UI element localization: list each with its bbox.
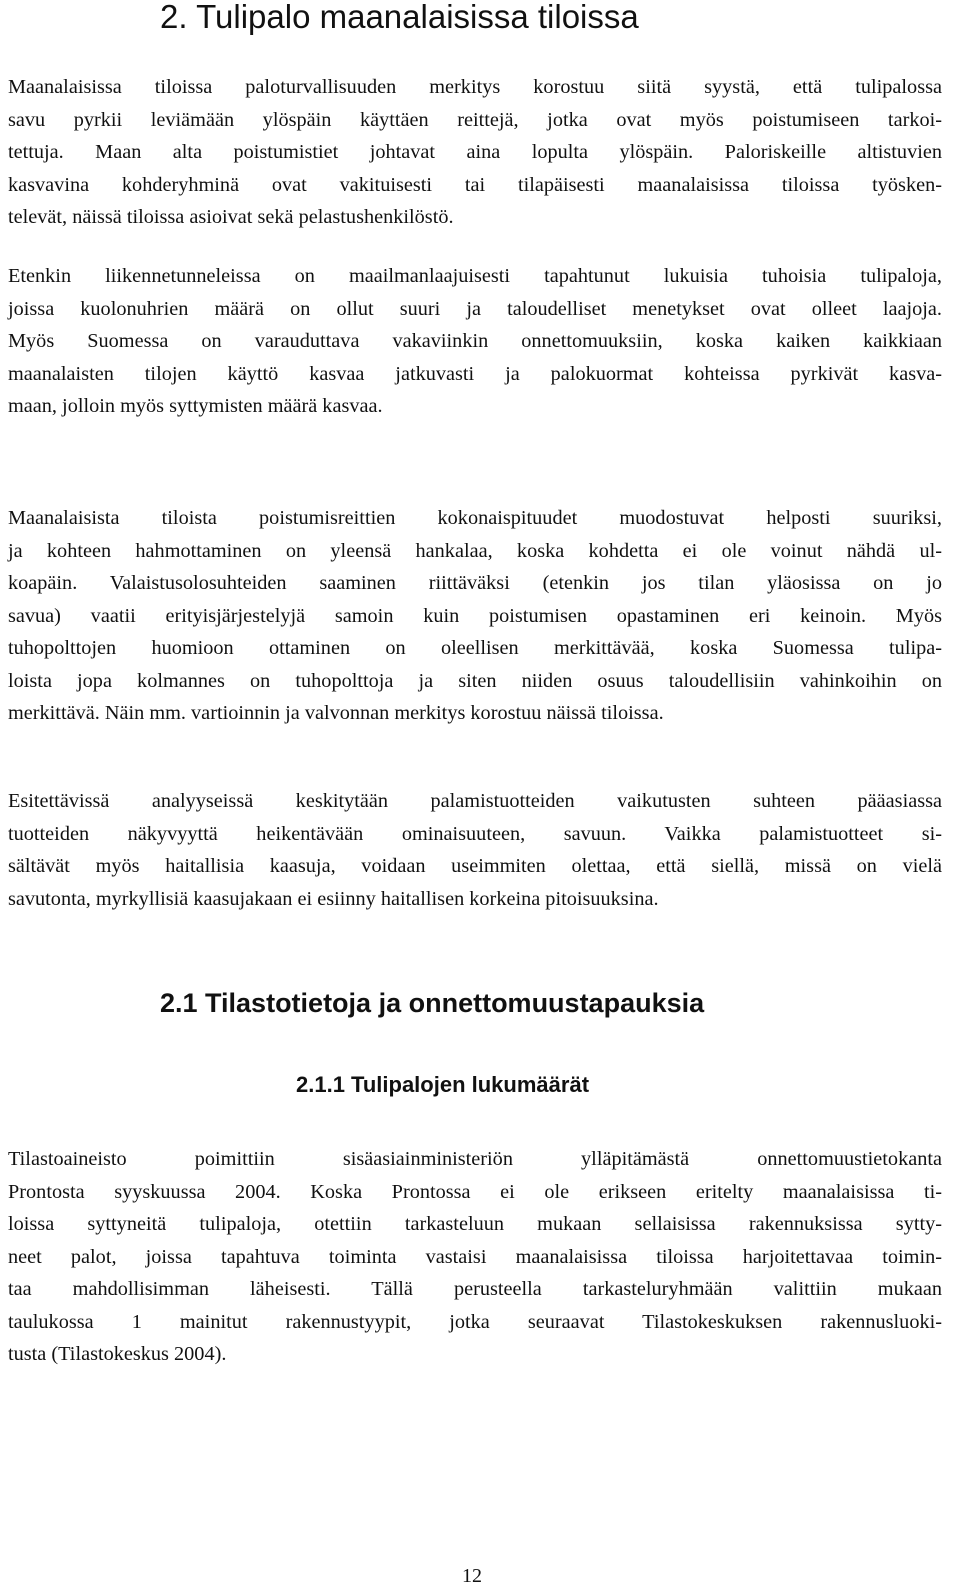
paragraph-line: Prontosta syyskuussa 2004. Koska Prontossa ei ole erikseen eritelty maanalaisissa ti- [8,1180,942,1203]
paragraph-line: maanalaisten tilojen käyttö kasvaa jatkuvasti ja palokuormat kohteissa pyrkivät kasva- [8,362,942,385]
page-number: 12 [462,1565,482,1587]
paragraph-line: loissa syttyneitä tulipaloja, otettiin tarkasteluun mukaan sellaisissa rakennuksissa sytty- [8,1213,942,1235]
paragraph-line: Esitettävissä analyyseissä keskitytään palamistuotteiden vaikutusten suhteen pääasiassa [8,790,942,812]
paragraph-line: ja kohteen hahmottaminen on yleensä hankalaa, koska kohdetta ei ole voinut nähdä ul- [8,539,942,562]
paragraph-line: savutonta, myrkyllisiä kaasujakaan ei esiinny haitallisen korkeina pitoisuuksina. [8,887,659,910]
paragraph-line: tusta (Tilastokeskus 2004). [8,1343,227,1365]
paragraph-line: savua) vaatii erityisjärjestelyjä samoin kuin poistumisen opastaminen eri keinoin. Myös [8,604,942,627]
paragraph-line: taulukossa 1 mainitut rakennustyypit, jotka seuraavat Tilastokeskuksen rakennusluoki- [8,1310,942,1333]
paragraph-line: televät, näissä tiloissa asioivat sekä pelastushenkilöstö. [8,206,454,228]
subsubsection-heading: 2.1.1 Tulipalojen lukumäärät [296,1072,590,1097]
paragraph-4 [8,785,942,915]
paragraph-3 [8,502,942,730]
paragraph-line: taa mahdollisimman läheisesti. Tällä perusteella tarkasteluryhmään valittiin mukaan [8,1278,942,1300]
paragraph-line: tuhopolttojen huomioon ottaminen on oleellisen merkittävää, koska Suomessa tulipa- [8,637,942,659]
paragraph-line: kasvavina kohderyhminä ovat vakituisesti tai tilapäisesti maanalaisissa tiloissa työsken- [8,173,942,196]
paragraph-2 [8,260,942,423]
subsection-heading: 2.1 Tilastotietoja ja onnettomuustapauksia [160,988,705,1018]
paragraph-line: Tilastoaineisto poimittiin sisäasiainministeriön ylläpitämästä onnettomuustietokanta [8,1148,942,1170]
paragraph-line: loista jopa kolmannes on tuhopolttoja ja siten niiden osuus taloudellisiin vahinkoihin on [8,669,942,692]
paragraph-line: Myös Suomessa on varauduttava vakaviinkin onnettomuuksiin, koska kaiken kaikkiaan [8,330,942,352]
paragraph-5 [8,1143,942,1371]
paragraph-line: merkittävä. Näin mm. vartioinnin ja valvonnan merkitys korostuu näissä tiloissa. [8,702,664,724]
paragraph-line: savu pyrkii leviämään ylöspäin käyttäen reittejä, jotka ovat myös poistumiseen tarkoi- [8,108,942,131]
paragraph-line: neet palot, joissa tapahtuva toiminta vastaisi maanalaisissa tiloissa harjoitettavaa toimin- [8,1245,942,1268]
paragraph-line: joissa kuolonuhrien määrä on ollut suuri ja taloudelliset menetykset ovat olleet laajoja. [8,297,942,320]
section-heading: 2. Tulipalo maanalaisissa tiloissa [160,0,639,35]
paragraph-1 [8,71,942,234]
paragraph-line: Maanalaisista tiloista poistumisreittien kokonaispituudet muodostuvat helposti suuriksi, [8,507,942,529]
paragraph-line: tettuja. Maan alta poistumistiet johtavat aina lopulta ylöspäin. Paloriskeille altistuvien [8,141,942,163]
paragraph-line: sältävät myös haitallisia kaasuja, voidaan useimmiten olettaa, että siellä, missä on vielä [8,855,942,877]
paragraph-line: koapäin. Valaistusolosuhteiden saaminen riittäväksi (etenkin jos tilan yläosissa on jo [8,572,942,594]
paragraph-line: Maanalaisissa tiloissa paloturvallisuuden merkitys korostuu siitä syystä, että tulipalossa [8,76,942,98]
paragraph-line: tuotteiden näkyvyyttä heikentävään ominaisuuteen, savuun. Vaikka palamistuotteet si- [8,822,942,845]
paragraph-line: maan, jolloin myös syttymisten määrä kasvaa. [8,395,383,417]
paragraph-line: Etenkin liikennetunneleissa on maailmanlaajuisesti tapahtunut lukuisia tuhoisia tulipaloja, [8,265,942,287]
